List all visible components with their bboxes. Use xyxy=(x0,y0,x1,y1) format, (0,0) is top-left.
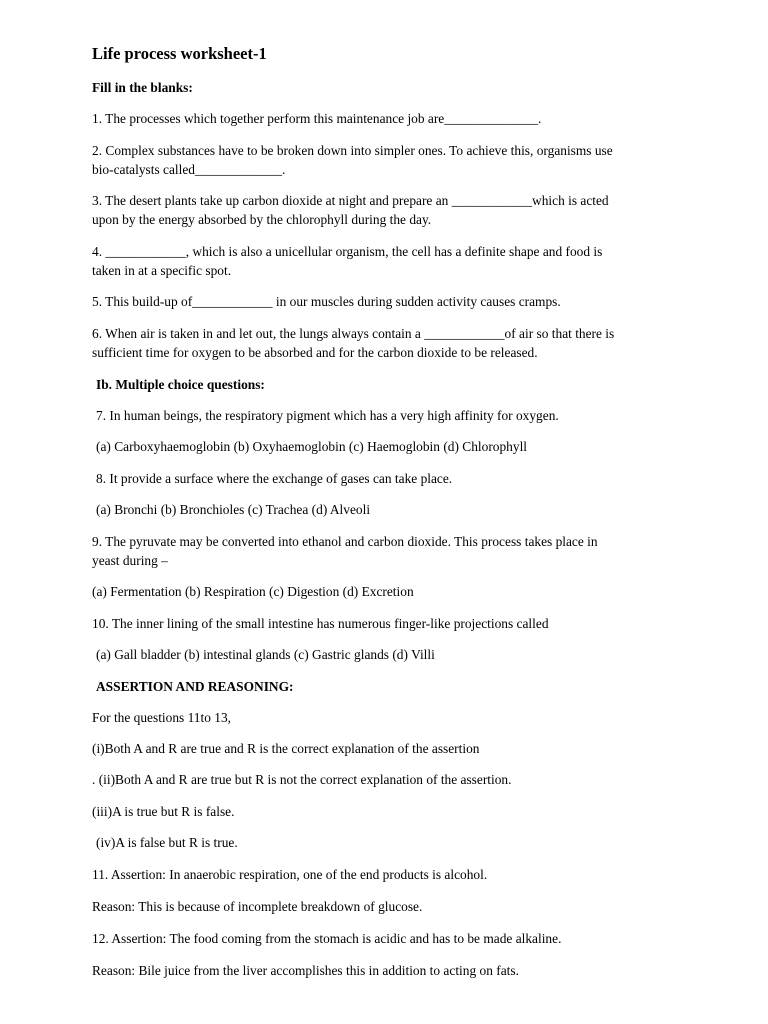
question-12-assertion: 12. Assertion: The food coming from the stomach is acidic and has to be made alkaline. xyxy=(92,931,562,946)
question-3-line-1: 3. The desert plants take up carbon dioxide at night and prepare an ____________which is acted xyxy=(92,193,609,208)
question-11-assertion: 11. Assertion: In anaerobic respiration, one of the end products is alcohol. xyxy=(92,867,488,882)
question-8: 8. It provide a surface where the exchange of gases can take place. xyxy=(96,471,453,486)
question-10: 10. The inner lining of the small intestine has numerous finger-like projections called xyxy=(92,616,549,631)
question-5: 5. This build-up of____________ in our muscles during sudden activity causes cramps. xyxy=(92,294,561,309)
question-9-options: (a) Fermentation (b) Respiration (c) Digestion (d) Excretion xyxy=(92,584,414,599)
question-4-line-2: taken in at a specific spot. xyxy=(92,263,232,278)
question-9-line-2: yeast during – xyxy=(92,553,168,568)
question-3-line-2: upon by the energy absorbed by the chlorophyll during the day. xyxy=(92,212,432,227)
section-heading-mcq: Ib. Multiple choice questions: xyxy=(96,377,265,392)
assertion-intro: For the questions 11to 13, xyxy=(92,710,231,725)
section-heading-assertion-reasoning: ASSERTION AND REASONING: xyxy=(96,679,294,694)
assertion-option-1: (i)Both A and R are true and R is the correct explanation of the assertion xyxy=(92,741,480,756)
question-7: 7. In human beings, the respiratory pigment which has a very high affinity for oxygen. xyxy=(96,408,559,423)
page-title: Life process worksheet-1 xyxy=(92,44,267,63)
question-2-line-1: 2. Complex substances have to be broken down into simpler ones. To achieve this, organisms use xyxy=(92,143,613,158)
question-6-line-1: 6. When air is taken in and let out, the lungs always contain a ____________of air so that there is xyxy=(92,326,615,341)
question-12-reason: Reason: Bile juice from the liver accomplishes this in addition to acting on fats. xyxy=(92,963,519,978)
question-8-options: (a) Bronchi (b) Bronchioles (c) Trachea (d) Alveoli xyxy=(96,502,371,517)
assertion-option-3: (iii)A is true but R is false. xyxy=(92,804,235,819)
assertion-option-4: (iv)A is false but R is true. xyxy=(96,835,238,850)
question-7-options: (a) Carboxyhaemoglobin (b) Oxyhaemoglobin (c) Haemoglobin (d) Chlorophyll xyxy=(96,439,528,454)
question-11-reason: Reason: This is because of incomplete breakdown of glucose. xyxy=(92,899,423,914)
section-heading-fill-blanks: Fill in the blanks: xyxy=(92,80,193,95)
question-9-line-1: 9. The pyruvate may be converted into ethanol and carbon dioxide. This process takes place in xyxy=(92,534,598,549)
question-1: 1. The processes which together perform this maintenance job are______________. xyxy=(92,111,542,126)
assertion-option-2: . (ii)Both A and R are true but R is not the correct explanation of the assertion. xyxy=(92,772,512,787)
question-4-line-1: 4. ____________, which is also a unicellular organism, the cell has a definite shape and food is xyxy=(92,244,603,259)
question-2-line-2: bio-catalysts called_____________. xyxy=(92,162,286,177)
question-10-options: (a) Gall bladder (b) intestinal glands (c) Gastric glands (d) Villi xyxy=(96,647,435,662)
question-6-line-2: sufficient time for oxygen to be absorbed and for the carbon dioxide to be released. xyxy=(92,345,538,360)
